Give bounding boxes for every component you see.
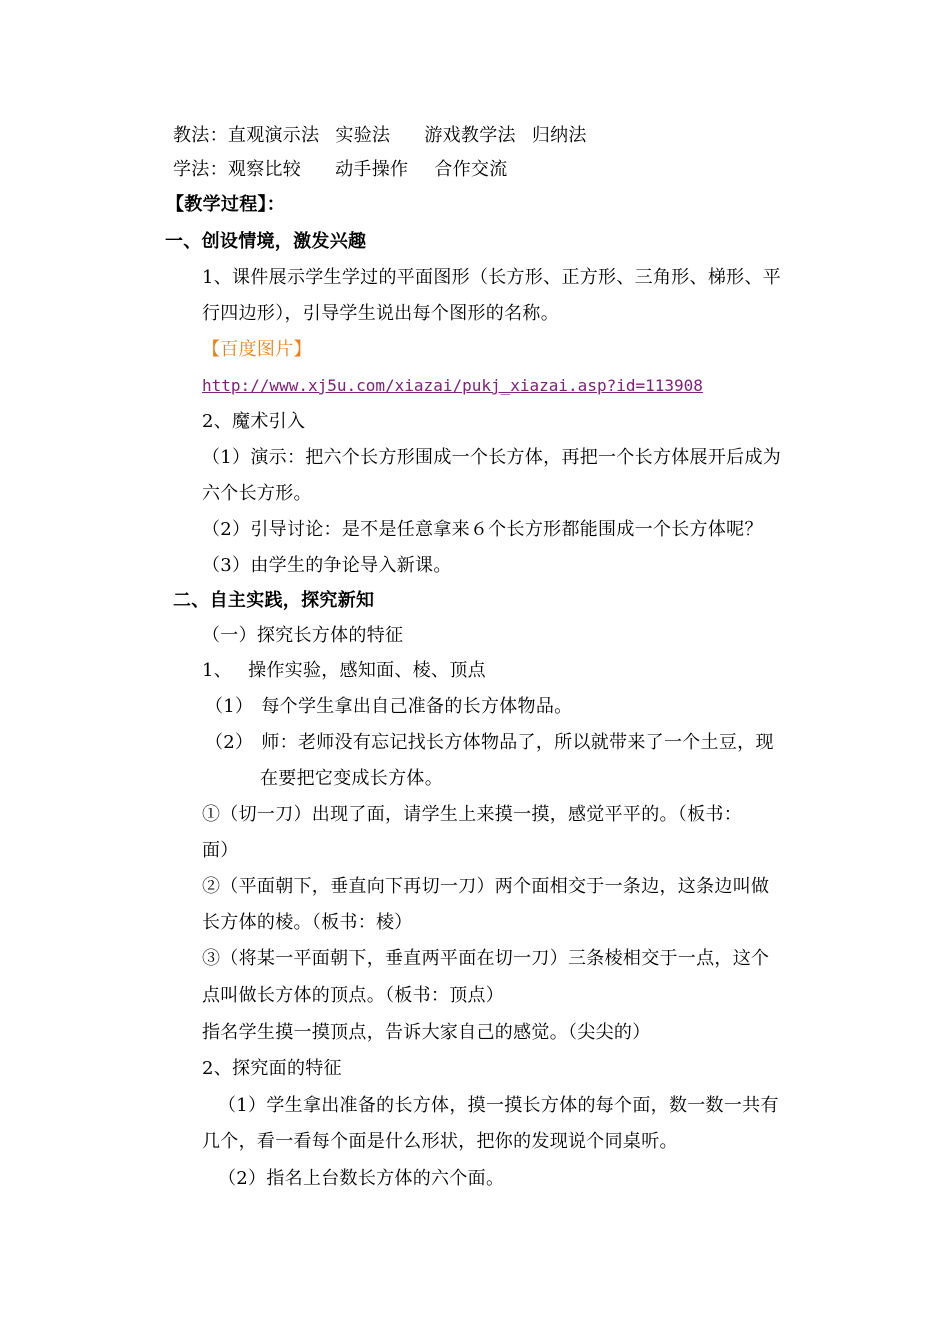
- point-line: [205, 694, 572, 720]
- image-source-link[interactable]: http://www.xj5u.com/xiazai/pukj_xiazai.asp?id=113908: [202, 376, 703, 395]
- paragraph-line: （3）由学生的争论导入新课。: [202, 555, 452, 576]
- process-heading: 【教学过程】：: [166, 194, 286, 215]
- paragraph-line: ②（平面朝下，垂直向下再切一刀）两个面相交于一条边，这条边叫做: [202, 876, 770, 897]
- point-line: [205, 730, 774, 756]
- point-number: （1）: [205, 696, 254, 717]
- paragraph-line: 1、课件展示学生学过的平面图形（长方形、正方形、三角形、梯形、平: [202, 267, 782, 288]
- point-text: 师：老师没有忘记找长方体物品了，所以就带来了一个土豆，现: [261, 732, 774, 753]
- step-number: 1、: [202, 660, 233, 681]
- paragraph-line: （一）探究长方体的特征: [202, 625, 404, 646]
- paragraph-line: 六个长方形。: [202, 483, 312, 504]
- paragraph-line: ③（将某一平面朝下，垂直两平面在切一刀）三条棱相交于一点，这个: [202, 948, 770, 969]
- paragraph-line: （1）学生拿出准备的长方体，摸一摸长方体的每个面，数一数一共有: [218, 1095, 779, 1116]
- paragraph-line: 2、魔术引入: [202, 411, 306, 432]
- paragraph-line: 几个，看一看每个面是什么形状，把你的发现说个同桌听。: [202, 1131, 678, 1152]
- paragraph-line: 行四边形），引导学生说出每个图形的名称。: [202, 303, 559, 324]
- section2-heading: 二、自主实践，探究新知: [173, 590, 375, 611]
- learning-method: 观察比较: [227, 159, 302, 180]
- paragraph-line: ①（切一刀）出现了面，请学生上来摸一摸，感觉平平的。（板书：: [202, 804, 742, 825]
- paragraph-line: 长方体的棱。（板书：棱）: [202, 912, 413, 933]
- paragraph-line: 在要把它变成长方体。: [260, 768, 443, 789]
- paragraph-line: 指名学生摸一摸顶点，告诉大家自己的感觉。（尖尖的）: [202, 1022, 651, 1043]
- teaching-methods-line: [173, 123, 587, 149]
- teaching-methods-label: 教法：: [173, 125, 228, 146]
- step-line: [202, 658, 486, 684]
- teaching-method: 实验法: [335, 125, 391, 146]
- paragraph-line: 2、探究面的特征: [202, 1058, 342, 1079]
- step-text: 操作实验，感知面、棱、顶点: [248, 660, 486, 681]
- paragraph-line: （2）指名上台数长方体的六个面。: [218, 1168, 505, 1189]
- point-text: 每个学生拿出自己准备的长方体物品。: [261, 696, 573, 717]
- section1-heading: 一、创设情境，激发兴趣: [165, 231, 367, 252]
- learning-methods-label: 学法：: [173, 159, 228, 180]
- teaching-method: 游戏教学法: [424, 125, 516, 146]
- paragraph-line: （1）演示：把六个长方形围成一个长方体，再把一个长方体展开后成为: [202, 447, 782, 468]
- teaching-method: 归纳法: [531, 125, 587, 146]
- image-source-tag: 【百度图片】: [202, 339, 312, 360]
- learning-methods-line: [173, 157, 508, 183]
- paragraph-line: 面）: [202, 840, 239, 861]
- teaching-method: 直观演示法: [227, 125, 320, 146]
- learning-method: 动手操作: [335, 159, 409, 180]
- point-number: （2）: [205, 732, 254, 753]
- learning-method: 合作交流: [434, 159, 508, 180]
- paragraph-line: 点叫做长方体的顶点。（板书：顶点）: [202, 985, 505, 1006]
- paragraph-line: （2）引导讨论：是不是任意拿来６个长方形都能围成一个长方体呢？: [202, 519, 763, 540]
